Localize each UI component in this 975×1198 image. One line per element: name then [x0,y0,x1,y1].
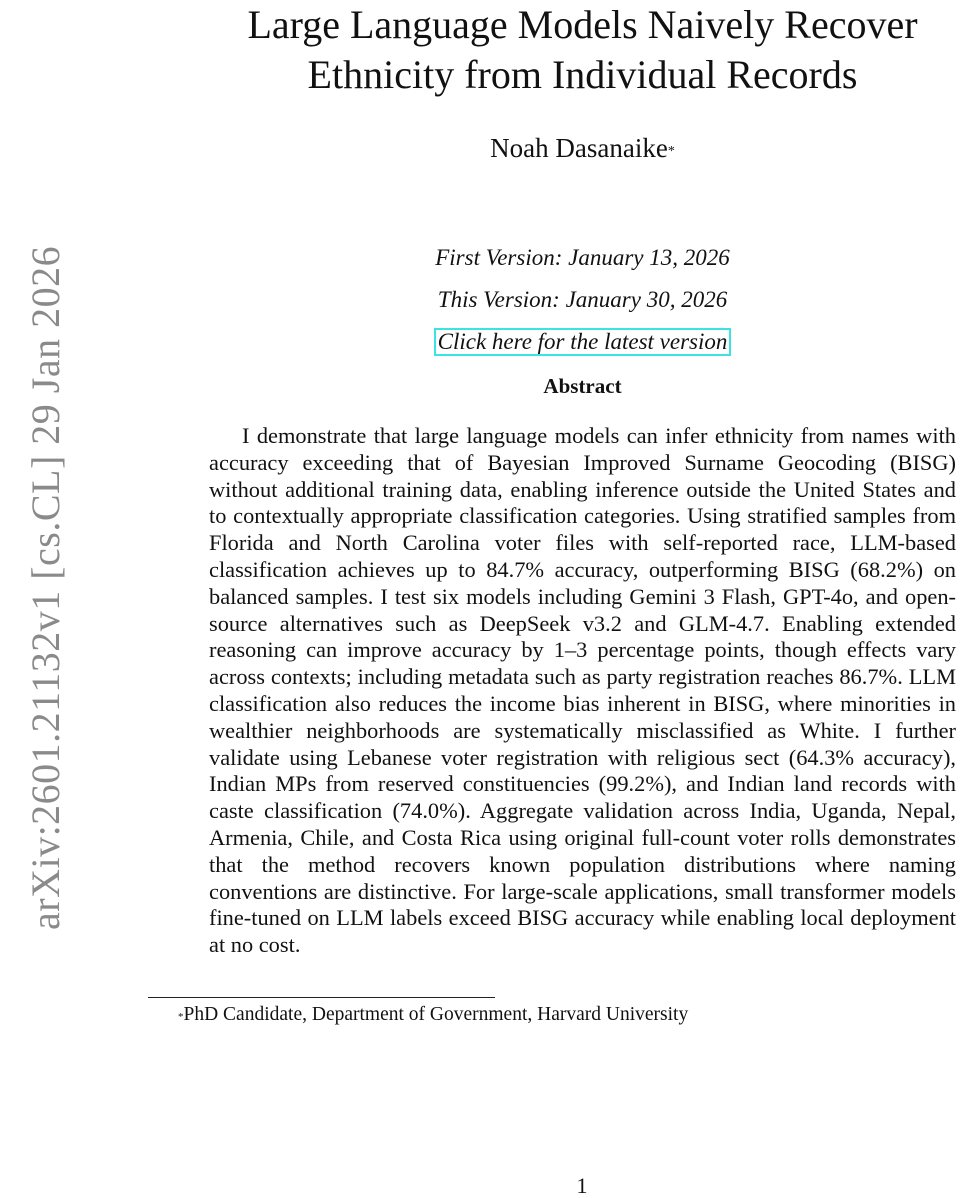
first-version-date: First Version: January 13, 2026 [435,245,730,270]
author-footnote-mark: * [667,144,675,159]
this-version-date: This Version: January 30, 2026 [437,287,728,312]
abstract-heading: Abstract [543,374,622,398]
author-block [185,132,975,164]
arxiv-identifier-text: arXiv:2601.21132v1 [cs.CL] 29 Jan 2026 [23,245,68,930]
footnote-mark: * [178,1011,184,1023]
latest-version-link-row [185,328,975,356]
paper-title-line-1: Large Language Models Naively Recover [247,2,918,47]
page-number: 1 [576,1173,588,1198]
author-name: Noah Dasanaike [490,133,668,163]
footnote-text: PhD Candidate, Department of Government, Harvard University [183,1004,689,1025]
paper-title [185,0,975,100]
author-affiliation-footnote [178,1003,958,1027]
footnote-divider [148,997,495,998]
latest-version-link[interactable]: Click here for the latest version [434,328,732,356]
paper-title-line-2: Ethnicity from Individual Records [307,52,858,97]
abstract-text: I demonstrate that large language models can infer ethnicity from names with accuracy exceeding that of Bayesian Improved Surname Geocoding (BISG) without additional training data, enabling inference outside the United States and to contextually appropriate classification categories. Using stratified samples from Florida and North Carolina voter files with self-reported race, LLM-based classification achieves up to 84.7% accuracy, outperforming BISG (68.2%) on balanced samples. I test six models including Gemini 3 Flash, GPT-4o, and open-source alternatives such as DeepSeek v3.2 and GLM-4.7. Enabling extended reasoning can improve accuracy by 1–3 percentage points, though effects vary across contexts; including metadata such as party registration reaches 86.7%. LLM classification also reduces the income bias inherent in BISG, where minorities in wealthier neighborhoods are systematically misclassified as White. I further validate using Lebanese voter registration with religious sect (64.3% accuracy), Indian MPs from reserved constituencies (99.2%), and Indian land records with caste classification (74.0%). Aggregate validation across India, Uganda, Nepal, Armenia, Chile, and Costa Rica using original full-count voter rolls demonstrates that the method recovers known population distributions where naming conventions are distinctive. For large-scale applications, small transformer models fine-tuned on LLM labels exceed BISG accuracy while enabling local deployment at no cost. [209,423,956,958]
